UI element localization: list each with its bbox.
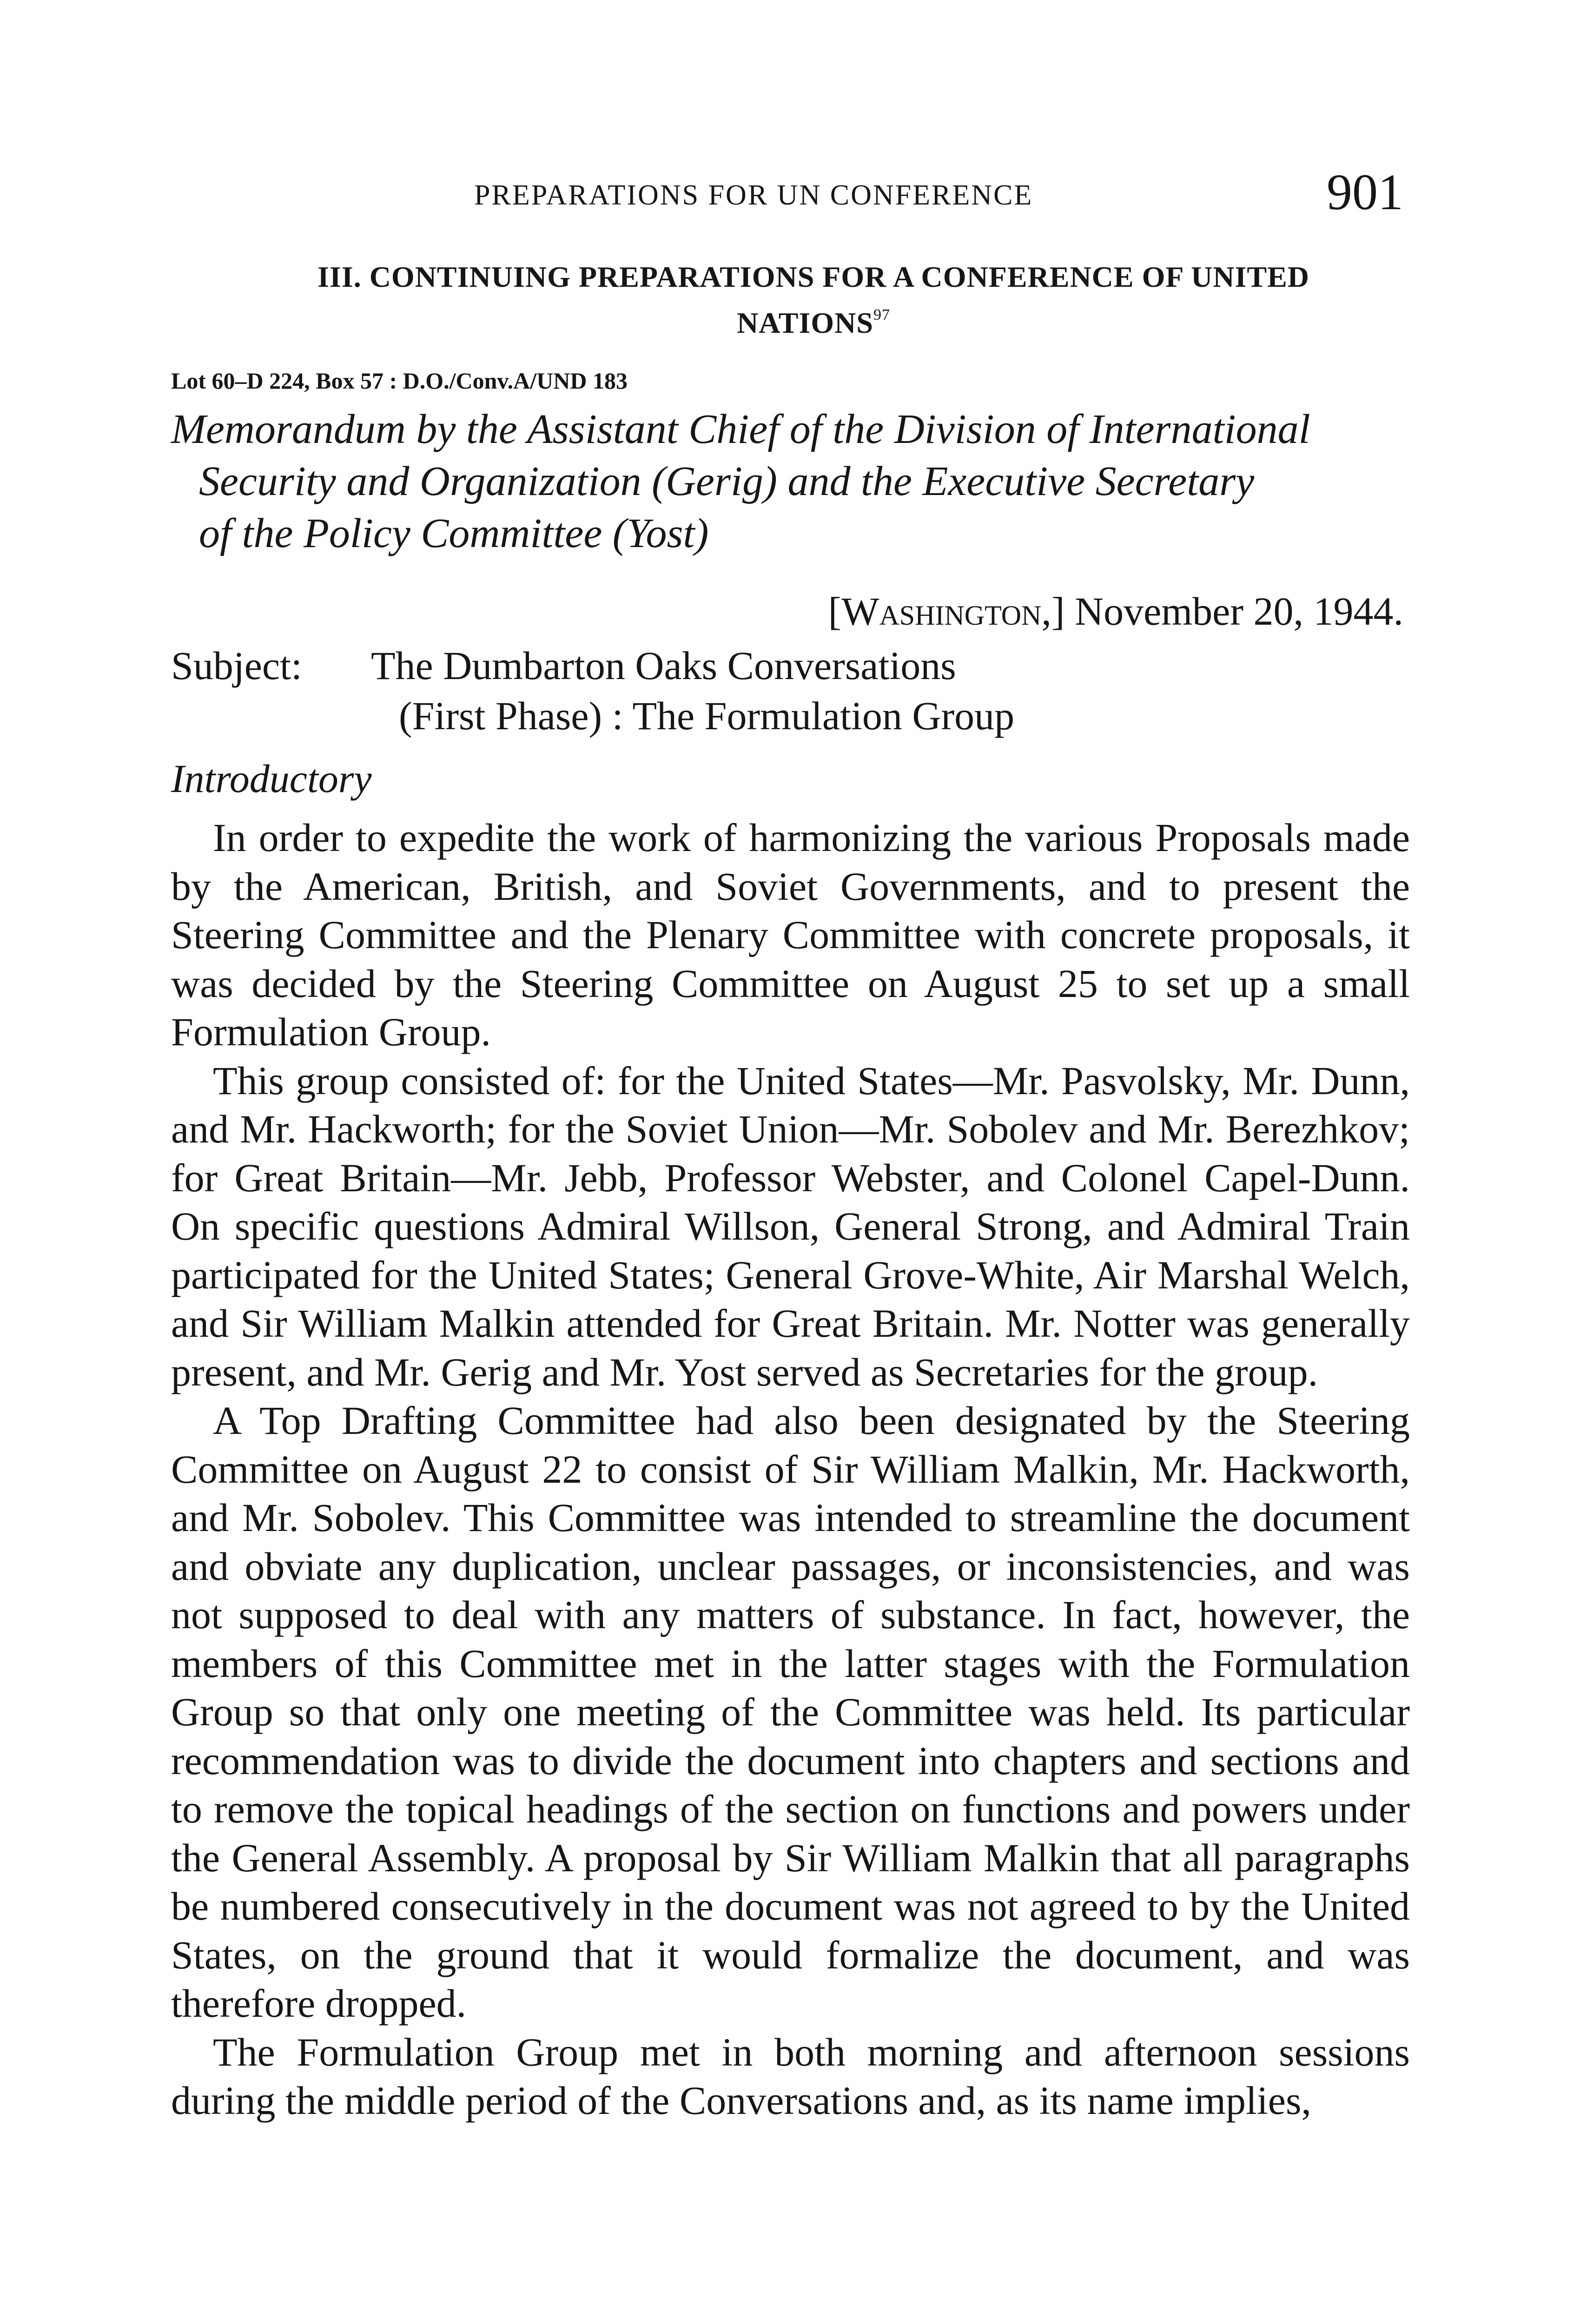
document-title-line: of the Policy Committee (Yost) xyxy=(199,510,709,556)
document-title-line: Security and Organization (Gerig) and the Executive Secretary xyxy=(199,458,1255,504)
subject-block xyxy=(171,640,1014,741)
subject-label: Subject: xyxy=(171,643,302,688)
dateline xyxy=(828,588,1403,634)
intro-heading: Introductory xyxy=(171,756,372,801)
paragraph: This group consisted of: for the United States—Mr. Pasvolsky, Mr. Dunn, and Mr. Hackworth; for the Soviet Union—Mr. Sobolev and Mr. Berezhkov; for Great Britain—Mr. Jebb, Professor Webster, and Colonel Capel-Dunn. On specific questions Admiral Willson, General Strong, and Admiral Train participated for the United States; General Grove-White, Air Marshal Welch, and Sir William Malkin attended for Great Britain. Mr. Notter was generally present, and Mr. Gerig and Mr. Yost served as Secretaries for the group. xyxy=(171,1058,1410,1394)
document-title-line: Memorandum by the Assistant Chief of the Division of International xyxy=(171,406,1310,452)
paragraph: In order to expedite the work of harmonizing the various Proposals made by the American, British, and Soviet Governments, and to present the Steering Committee and the Plenary Committee with concrete proposals, it was decided by the Steering Committee on August 25 to set up a small Formulation Group. xyxy=(171,815,1410,1054)
subject-line: The Dumbarton Oaks Conversations xyxy=(371,643,956,688)
paragraph: The Formulation Group met in both morning and afternoon sessions during the middle period of the Conversations and, as its name implies, xyxy=(171,2029,1410,2123)
page-number: 901 xyxy=(1327,164,1403,220)
lot-reference: Lot 60–D 224, Box 57 : D.O./Conv.A/UND 183 xyxy=(171,368,628,394)
section-title xyxy=(256,258,1371,342)
section-title-text: III. CONTINUING PREPARATIONS FOR A CONFERENCE OF UNITED NATIONS xyxy=(317,260,1310,339)
dateline-date: November 20, 1944. xyxy=(1075,589,1403,634)
running-head: PREPARATIONS FOR UN CONFERENCE xyxy=(474,179,1033,211)
paragraph: A Top Drafting Committee had also been designated by the Steering Committee on August 22 to consist of Sir William Malkin, Mr. Hackworth, and Mr. Sobolev. This Committee was intended to streamline the document and obviate any duplication, unclear passages, or inconsistencies, and was not supposed to deal with any matters of substance. In fact, however, the members of this Committee met in the latter stages with the Formulation Group so that only one meeting of the Committee was held. Its particular recommendation was to divide the document into chapters and sections and to remove the topical headings of the section on functions and powers under the General Assembly. A proposal by Sir William Malkin that all paragraphs be numbered consecutively in the document was not agreed to by the United States, on the ground that it would formalize the document, and was therefore dropped. xyxy=(171,1398,1410,2026)
footnote-reference[interactable]: 97 xyxy=(873,306,890,324)
subject-line: (First Phase) : The Formulation Group xyxy=(399,693,1015,738)
body-text xyxy=(171,813,1410,2125)
dateline-place: [Washington,] xyxy=(828,589,1065,634)
document-title xyxy=(171,403,1426,560)
